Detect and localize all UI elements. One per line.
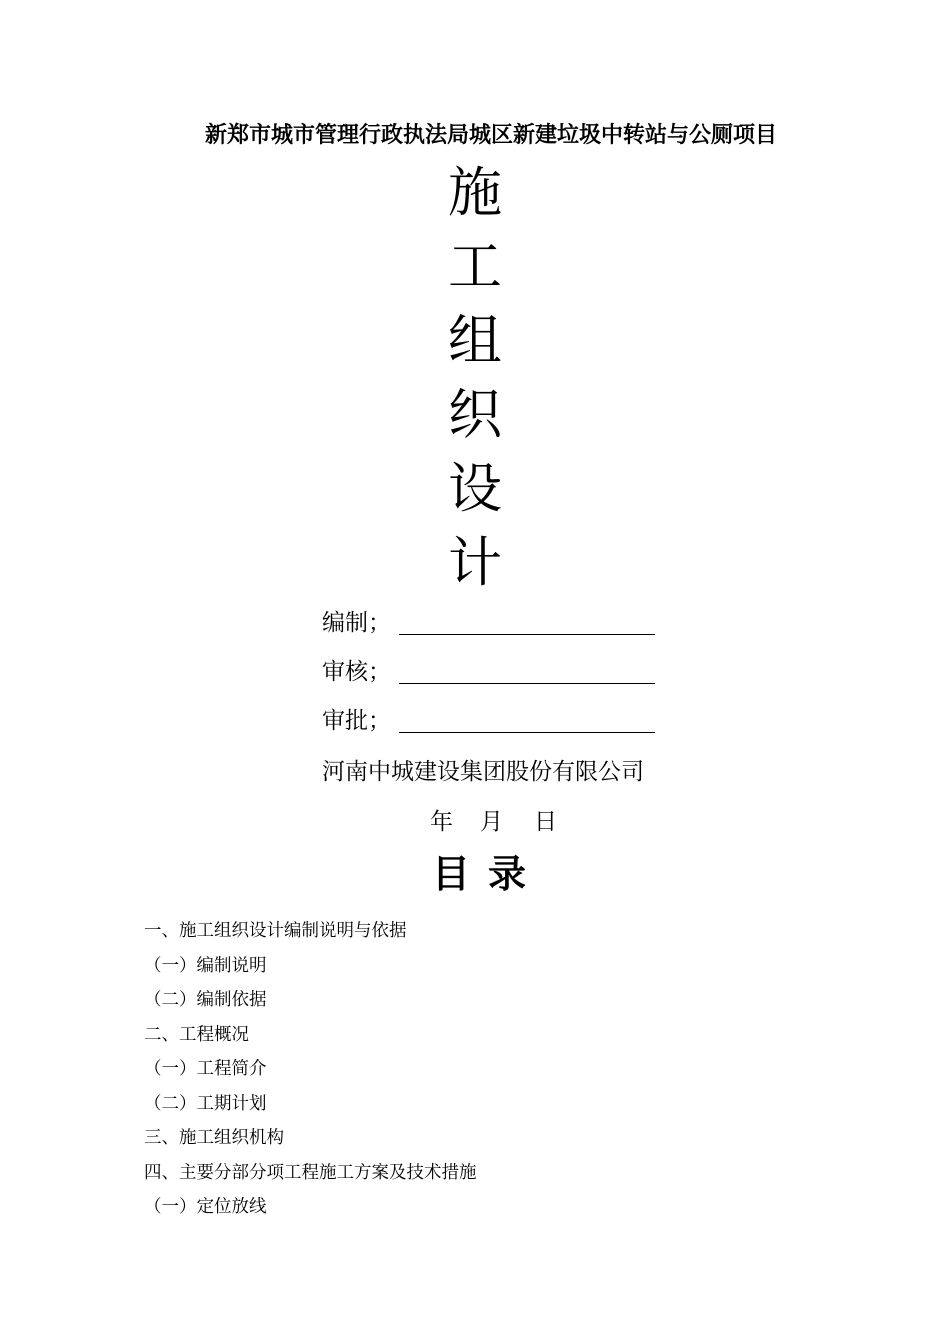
main-title-char: 织 — [448, 383, 502, 446]
main-title-char: 计 — [448, 531, 502, 594]
toc-item[interactable]: （二）工期计划 — [144, 1093, 267, 1114]
compiler-field — [322, 606, 662, 640]
toc-title: 目录 — [432, 852, 545, 896]
reviewer-signature-line — [399, 683, 655, 684]
project-title: 新郑市城市管理行政执法局城区新建垃圾中转站与公厕项目 — [204, 123, 777, 148]
toc-item[interactable]: 二、工程概况 — [144, 1024, 249, 1045]
compiler-label: 编制； — [322, 610, 391, 636]
toc-item[interactable]: （二）编制依据 — [144, 990, 267, 1010]
date-year: 年 — [430, 809, 453, 835]
main-title-char: 设 — [448, 457, 502, 520]
table-of-contents — [144, 914, 477, 1225]
approver-field — [322, 704, 662, 738]
toc-item[interactable]: （一）工程简介 — [144, 1059, 267, 1079]
document-main-title — [420, 156, 530, 600]
compiler-signature-line — [399, 634, 655, 635]
company-name: 河南中城建设集团股份有限公司 — [322, 759, 644, 785]
date-line — [428, 806, 568, 838]
main-title-char: 组 — [448, 309, 502, 372]
toc-item[interactable]: （一）编制说明 — [144, 955, 267, 976]
reviewer-label: 审核； — [322, 659, 391, 685]
reviewer-field — [322, 655, 662, 689]
main-title-char: 施 — [448, 161, 502, 224]
toc-item[interactable]: 四、主要分部分项工程施工方案及技术措施 — [144, 1162, 477, 1183]
date-day: 日 — [534, 809, 557, 835]
date-month: 月 — [480, 809, 503, 835]
main-title-char: 工 — [448, 235, 502, 298]
approver-label: 审批； — [322, 708, 391, 734]
approver-signature-line — [399, 732, 655, 733]
toc-item[interactable]: 一、施工组织设计编制说明与依据 — [144, 921, 407, 941]
toc-item[interactable]: （一）定位放线 — [144, 1197, 267, 1217]
toc-item[interactable]: 三、施工组织机构 — [144, 1128, 284, 1148]
